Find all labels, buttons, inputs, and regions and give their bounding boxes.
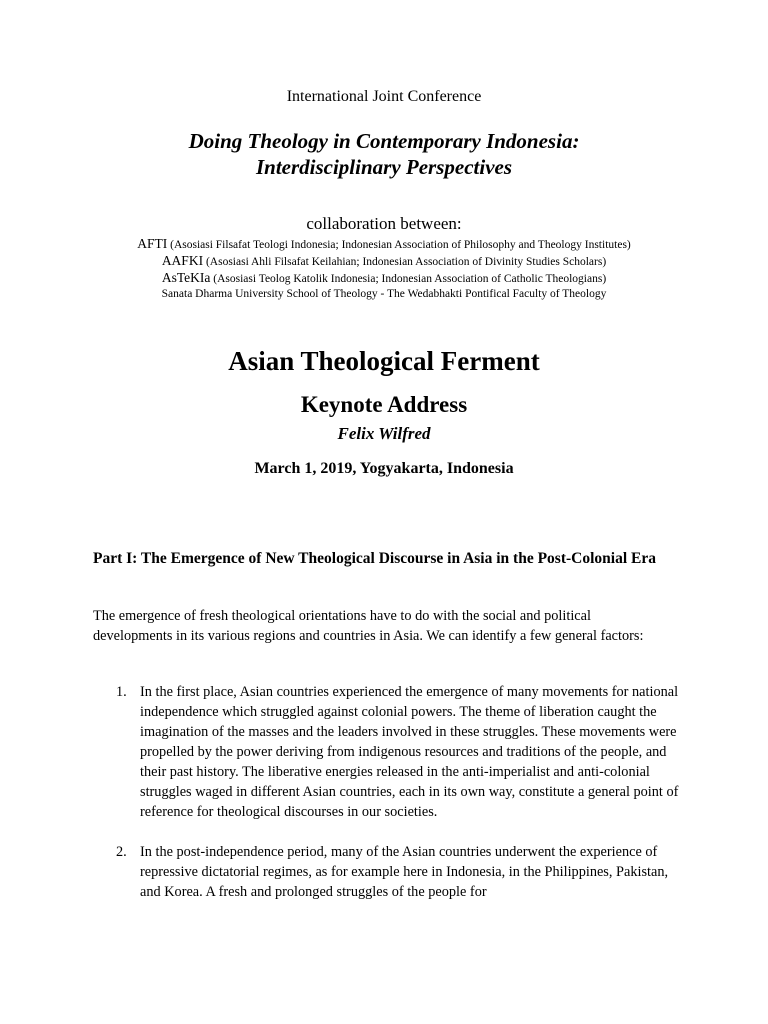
conference-title [0,128,768,180]
part-heading: Part I: The Emergence of New Theological Discourse in Asia in the Post-Colonial Era [93,550,656,567]
organization-afti [0,236,768,253]
author-name: Felix Wilfred [337,424,431,443]
organization-abbr: AFTI [137,236,168,251]
organization-abbr: AsTeKIa [161,270,211,285]
list-item [93,842,683,902]
date-place: March 1, 2019, Yogyakarta, Indonesia [254,460,514,477]
organization-sanata-dharma [0,287,768,302]
organization-aafki [0,253,768,270]
organization-astekia [0,270,768,287]
organization-list [0,236,768,302]
numbered-list [93,682,683,922]
organization-desc: (Asosiasi Ahli Filsafat Keilahian; Indonesian Association of Divinity Studies Scholars) [203,256,607,268]
list-text: In the first place, Asian countries experienced the emergence of many movements for national independence which struggled against colonial powers. The theme of liberation caught the imagination of the masses and the leaders involved in these struggles. These movements were propelled by the power deriving from indigenous resources and traditions of the people, and their past history. The liberative energies released in the anti-imperialist and anti-colonial struggles waged in different Asian countries, each in its own way, constitute a general point of reference for theological discourses in our societies. [140,684,679,820]
address-subtitle: Keynote Address [300,392,468,417]
collaboration-label: collaboration between: [306,214,462,233]
list-number: 2. [116,844,127,860]
organization-desc: (Asosiasi Teolog Katolik Indonesia; Indonesian Association of Catholic Theologians) [210,273,607,285]
list-text: In the post-independence period, many of the Asian countries underwent the experience of repressive dictatorial regimes, as for example here in Indonesia, in the Philippines, Pakistan, and Korea. A fresh and prolonged struggles of the people for [140,844,669,900]
conference-title-line-1: Doing Theology in Contemporary Indonesia: [188,129,580,153]
organization-desc: (Asosiasi Filsafat Teologi Indonesia; Indonesian Association of Philosophy and Theology Institutes) [167,239,631,251]
intro-paragraph: The emergence of fresh theological orientations have to do with the social and political developments in its various regions and countries in Asia. We can identify a few general factors: [93,608,644,644]
conference-type: International Joint Conference [286,88,482,105]
list-number: 1. [116,684,127,700]
organization-abbr: AAFKI [161,253,204,268]
address-title: Asian Theological Ferment [228,346,540,376]
list-item [93,682,683,822]
conference-title-line-2: Interdisciplinary Perspectives [255,155,513,179]
organization-desc: Sanata Dharma University School of Theology - The Wedabhakti Pontifical Faculty of Theology [161,288,607,300]
